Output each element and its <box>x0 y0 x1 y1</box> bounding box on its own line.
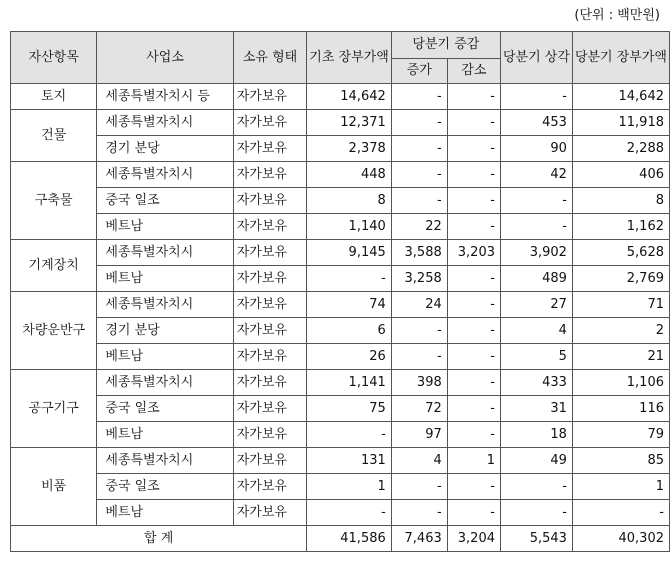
table-cell-increase: - <box>391 162 447 188</box>
table-cell-ownership: 자가보유 <box>233 474 307 500</box>
table-row <box>11 84 670 110</box>
table-cell-decrease: - <box>447 396 500 422</box>
table-row <box>11 266 670 292</box>
header-depreciation: 당분기 상각 <box>500 32 572 84</box>
table-cell-depreciation: 433 <box>500 370 572 396</box>
table-cell-decrease: - <box>447 84 500 110</box>
table-cell-depreciation: 27 <box>500 292 572 318</box>
table-cell-category: 구축물 <box>11 162 97 240</box>
table-row <box>11 422 670 448</box>
table-cell-site: 세종특별자치시 <box>97 370 233 396</box>
table-row <box>11 370 670 396</box>
table-cell-depreciation: 42 <box>500 162 572 188</box>
table-cell-ownership: 자가보유 <box>233 240 307 266</box>
table-cell-opening: 448 <box>307 162 391 188</box>
table-cell-site: 베트남 <box>97 266 233 292</box>
table-cell-opening: 2,378 <box>307 136 391 162</box>
table-row <box>11 292 670 318</box>
table-cell-increase: - <box>391 110 447 136</box>
table-cell-depreciation: - <box>500 474 572 500</box>
table-cell-closing: 21 <box>572 344 669 370</box>
table-row <box>11 188 670 214</box>
table-cell-decrease: 1 <box>447 448 500 474</box>
unit-note: (단위 : 백만원) <box>574 8 660 23</box>
table-cell-category: 토지 <box>11 84 97 110</box>
table-cell-opening: - <box>307 500 391 526</box>
table-cell-site: 세종특별자치시 <box>97 240 233 266</box>
table-cell-category: 차량운반구 <box>11 292 97 370</box>
table-cell-depreciation: 5 <box>500 344 572 370</box>
header-opening: 기초 장부가액 <box>307 32 391 84</box>
table-cell-opening: - <box>307 266 391 292</box>
table-cell-opening: 9,145 <box>307 240 391 266</box>
table-cell-site: 경기 분당 <box>97 136 233 162</box>
table-cell-increase: 3,258 <box>391 266 447 292</box>
table-cell-site: 세종특별자치시 <box>97 292 233 318</box>
table-cell-site: 중국 일조 <box>97 396 233 422</box>
table-cell-closing: 85 <box>572 448 669 474</box>
table-cell-depreciation: - <box>500 500 572 526</box>
table-cell-opening: 12,371 <box>307 110 391 136</box>
table-cell-category: 비품 <box>11 448 97 526</box>
table-cell-opening: 75 <box>307 396 391 422</box>
table-cell-closing: 2,288 <box>572 136 669 162</box>
table-cell-closing: 1 <box>572 474 669 500</box>
table-cell-ownership: 자가보유 <box>233 188 307 214</box>
table-cell-depreciation: 31 <box>500 396 572 422</box>
table-cell-category: 기계장치 <box>11 240 97 292</box>
table-cell-site: 중국 일조 <box>97 474 233 500</box>
table-cell-depreciation: 3,902 <box>500 240 572 266</box>
total-increase: 7,463 <box>391 526 447 552</box>
header-decrease: 감소 <box>447 59 500 84</box>
table-cell-ownership: 자가보유 <box>233 422 307 448</box>
table-cell-depreciation: 49 <box>500 448 572 474</box>
asset-table <box>10 31 670 552</box>
table-cell-site: 중국 일조 <box>97 188 233 214</box>
table-cell-site: 베트남 <box>97 422 233 448</box>
header-change-group: 당분기 증감 <box>391 32 500 59</box>
table-cell-closing: 116 <box>572 396 669 422</box>
total-label: 합 계 <box>11 526 307 552</box>
table-cell-ownership: 자가보유 <box>233 370 307 396</box>
table-cell-closing: 71 <box>572 292 669 318</box>
total-depreciation: 5,543 <box>500 526 572 552</box>
table-cell-opening: 6 <box>307 318 391 344</box>
table-row <box>11 500 670 526</box>
table-cell-increase: - <box>391 500 447 526</box>
table-row <box>11 136 670 162</box>
table-cell-ownership: 자가보유 <box>233 266 307 292</box>
table-cell-decrease: - <box>447 266 500 292</box>
table-cell-ownership: 자가보유 <box>233 214 307 240</box>
table-cell-increase: - <box>391 136 447 162</box>
table-cell-site: 베트남 <box>97 214 233 240</box>
table-row <box>11 396 670 422</box>
table-cell-closing: 2 <box>572 318 669 344</box>
table-cell-depreciation: - <box>500 84 572 110</box>
table-cell-ownership: 자가보유 <box>233 500 307 526</box>
table-cell-closing: 5,628 <box>572 240 669 266</box>
header-ownership: 소유 형태 <box>233 32 307 84</box>
table-cell-increase: 3,588 <box>391 240 447 266</box>
table-cell-site: 세종특별자치시 <box>97 110 233 136</box>
table-cell-site: 베트남 <box>97 344 233 370</box>
table-cell-opening: 8 <box>307 188 391 214</box>
table-cell-increase: - <box>391 344 447 370</box>
table-cell-decrease: - <box>447 318 500 344</box>
table-cell-ownership: 자가보유 <box>233 136 307 162</box>
table-cell-opening: 1 <box>307 474 391 500</box>
table-cell-increase: - <box>391 188 447 214</box>
table-cell-ownership: 자가보유 <box>233 292 307 318</box>
table-cell-site: 세종특별자치시 <box>97 448 233 474</box>
table-cell-depreciation: 18 <box>500 422 572 448</box>
total-opening: 41,586 <box>307 526 391 552</box>
table-cell-opening: 14,642 <box>307 84 391 110</box>
table-cell-ownership: 자가보유 <box>233 162 307 188</box>
table-cell-closing: - <box>572 500 669 526</box>
table-cell-increase: - <box>391 474 447 500</box>
table-cell-closing: 8 <box>572 188 669 214</box>
total-row <box>11 526 670 552</box>
table-cell-decrease: - <box>447 344 500 370</box>
table-cell-closing: 406 <box>572 162 669 188</box>
table-row <box>11 318 670 344</box>
table-cell-decrease: - <box>447 474 500 500</box>
table-cell-decrease: - <box>447 110 500 136</box>
table-cell-closing: 79 <box>572 422 669 448</box>
table-cell-opening: 1,141 <box>307 370 391 396</box>
table-cell-decrease: - <box>447 162 500 188</box>
table-cell-site: 세종특별자치시 <box>97 162 233 188</box>
table-cell-opening: 74 <box>307 292 391 318</box>
table-cell-depreciation: 453 <box>500 110 572 136</box>
table-row <box>11 344 670 370</box>
table-cell-increase: 97 <box>391 422 447 448</box>
header-site: 사업소 <box>97 32 233 84</box>
table-cell-opening: 131 <box>307 448 391 474</box>
header-closing: 당분기 장부가액 <box>572 32 669 84</box>
table-cell-site: 베트남 <box>97 500 233 526</box>
table-cell-ownership: 자가보유 <box>233 84 307 110</box>
table-cell-opening: - <box>307 422 391 448</box>
table-row <box>11 214 670 240</box>
table-cell-increase: - <box>391 318 447 344</box>
table-cell-ownership: 자가보유 <box>233 396 307 422</box>
table-row <box>11 448 670 474</box>
table-row <box>11 162 670 188</box>
table-cell-closing: 2,769 <box>572 266 669 292</box>
table-cell-increase: 4 <box>391 448 447 474</box>
table-cell-decrease: - <box>447 422 500 448</box>
table-cell-increase: 72 <box>391 396 447 422</box>
table-cell-depreciation: - <box>500 214 572 240</box>
table-cell-depreciation: 90 <box>500 136 572 162</box>
table-cell-increase: - <box>391 84 447 110</box>
table-cell-opening: 26 <box>307 344 391 370</box>
table-cell-decrease: - <box>447 292 500 318</box>
header-category: 자산항목 <box>11 32 97 84</box>
total-decrease: 3,204 <box>447 526 500 552</box>
table-cell-site: 경기 분당 <box>97 318 233 344</box>
table-cell-closing: 1,106 <box>572 370 669 396</box>
table-cell-increase: 24 <box>391 292 447 318</box>
table-cell-decrease: - <box>447 136 500 162</box>
table-cell-depreciation: 489 <box>500 266 572 292</box>
table-cell-depreciation: - <box>500 188 572 214</box>
table-cell-ownership: 자가보유 <box>233 344 307 370</box>
table-cell-decrease: - <box>447 370 500 396</box>
header-increase: 증가 <box>391 59 447 84</box>
table-cell-opening: 1,140 <box>307 214 391 240</box>
table-cell-category: 공구기구 <box>11 370 97 448</box>
table-cell-depreciation: 4 <box>500 318 572 344</box>
table-cell-decrease: - <box>447 500 500 526</box>
table-cell-site: 세종특별자치시 등 <box>97 84 233 110</box>
table-cell-closing: 11,918 <box>572 110 669 136</box>
table-cell-ownership: 자가보유 <box>233 110 307 136</box>
table-cell-decrease: - <box>447 214 500 240</box>
table-row <box>11 240 670 266</box>
table-body <box>11 84 670 526</box>
table-cell-increase: 22 <box>391 214 447 240</box>
table-row <box>11 474 670 500</box>
table-cell-ownership: 자가보유 <box>233 448 307 474</box>
table-cell-closing: 1,162 <box>572 214 669 240</box>
table-cell-category: 건물 <box>11 110 97 162</box>
table-cell-ownership: 자가보유 <box>233 318 307 344</box>
table-cell-decrease: - <box>447 188 500 214</box>
table-cell-increase: 398 <box>391 370 447 396</box>
table-row <box>11 110 670 136</box>
total-closing: 40,302 <box>572 526 669 552</box>
table-cell-decrease: 3,203 <box>447 240 500 266</box>
table-cell-closing: 14,642 <box>572 84 669 110</box>
